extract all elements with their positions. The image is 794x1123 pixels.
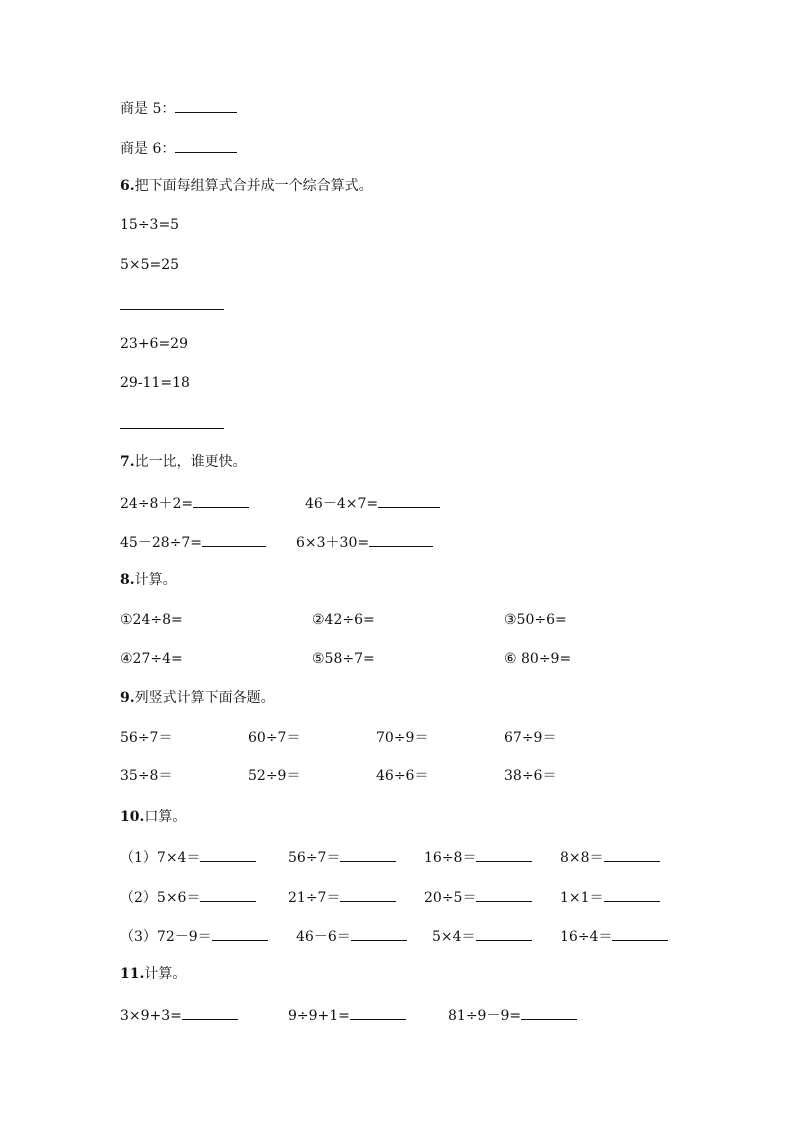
problem-text: 46－6＝ [296,929,351,945]
problem-text: 5×4＝ [432,929,476,945]
problem [120,847,256,867]
section-title: 列竖式计算下面各题。 [134,690,275,706]
answer-blank[interactable] [350,1005,406,1020]
answer-blank[interactable] [612,926,668,941]
section-11-heading [120,965,186,983]
problem-text: （1）7×4＝ [120,850,201,866]
equation: 5×5=25 [120,257,180,273]
problem [296,532,433,552]
problem [424,887,532,907]
problem [120,493,249,513]
equation: 15÷3=5 [120,217,180,233]
quotient-6-item [120,138,237,158]
section-title: 计算。 [144,966,187,982]
answer-blank[interactable] [604,847,660,862]
section-title: 计算。 [134,572,177,588]
answer-blank[interactable] [476,887,532,902]
problem [305,493,440,513]
problem-text: 45－28÷7= [120,535,202,551]
problem: 52÷9＝ [248,768,301,784]
problem [120,887,256,907]
section-number: 7. [120,454,135,470]
problem-text: 24÷8＋2= [120,496,194,512]
answer-blank[interactable] [212,926,268,941]
problem-text: 16÷4＝ [560,929,613,945]
answer-blank[interactable] [604,887,660,902]
problem [120,532,266,552]
section-number: 9. [120,690,135,706]
problem [424,847,532,867]
section-title: 比一比，谁更快。 [134,454,247,470]
quotient-6-label: 商是 6： [120,141,176,157]
problem-text: 6×3＋30= [296,535,370,551]
answer-blank[interactable] [351,926,407,941]
problem [288,1005,406,1025]
equation: 23+6=29 [120,336,188,352]
problem-text: 3×9+3= [120,1008,182,1024]
section-9-heading [120,689,275,707]
problem [432,926,532,946]
section-8-heading [120,571,177,589]
problem [296,926,407,946]
quotient-5-label: 商是 5： [120,101,176,117]
problem-text: 9÷9+1= [288,1008,350,1024]
problem: ⑤58÷7= [312,651,375,667]
problem: 46÷6＝ [376,768,429,784]
answer-blank[interactable] [182,1005,238,1020]
section-number: 8. [120,572,135,588]
quotient-5-item [120,98,237,118]
problem [288,847,396,867]
problem-text: （2）5×6＝ [120,890,201,906]
problem [288,887,396,907]
problem: 70÷9＝ [376,730,429,746]
problem: ②42÷6= [312,612,375,628]
problem-text: 21÷7＝ [288,890,341,906]
equation: 29-11=18 [120,375,190,391]
answer-blank[interactable] [476,926,532,941]
answer-line[interactable] [120,428,224,429]
section-title: 把下面每组算式合并成一个综合算式。 [134,178,373,194]
problem [120,1005,238,1025]
problem-text: 8×8＝ [560,850,604,866]
problem: 60÷7＝ [248,730,301,746]
answer-blank[interactable] [175,138,237,153]
problem: 38÷6＝ [504,768,557,784]
section-number: 11. [120,966,145,982]
answer-blank[interactable] [200,847,256,862]
section-10-heading [120,808,186,826]
problem [560,847,660,867]
section-number: 10. [120,809,145,825]
section-number: 6. [120,178,135,194]
problem-text: 16÷8＝ [424,850,477,866]
problem-text: 81÷9－9= [448,1008,522,1024]
problem: ③50÷6= [504,612,567,628]
problem: 67÷9＝ [504,730,557,746]
answer-blank[interactable] [340,887,396,902]
problem-text: 20÷5＝ [424,890,477,906]
answer-blank[interactable] [202,532,266,547]
answer-blank[interactable] [175,98,237,113]
answer-blank[interactable] [378,493,440,508]
problem-text: 46－4×7= [305,496,379,512]
answer-blank[interactable] [340,847,396,862]
problem-text: 1×1＝ [560,890,604,906]
problem: ④27÷4= [120,651,183,667]
problem [560,887,660,907]
answer-blank[interactable] [476,847,532,862]
problem [120,926,268,946]
answer-blank[interactable] [193,493,249,508]
problem: ①24÷8= [120,612,183,628]
problem: ⑥ 80÷9= [504,651,572,667]
problem [448,1005,577,1025]
problem: 56÷7＝ [120,730,173,746]
section-7-heading [120,453,247,471]
problem [560,926,668,946]
answer-blank[interactable] [521,1005,577,1020]
answer-blank[interactable] [369,532,433,547]
section-6-heading [120,177,373,195]
problem-text: （3）72－9＝ [120,929,212,945]
problem: 35÷8＝ [120,768,173,784]
section-title: 口算。 [144,809,187,825]
problem-text: 56÷7＝ [288,850,341,866]
answer-blank[interactable] [200,887,256,902]
answer-line[interactable] [120,309,224,310]
